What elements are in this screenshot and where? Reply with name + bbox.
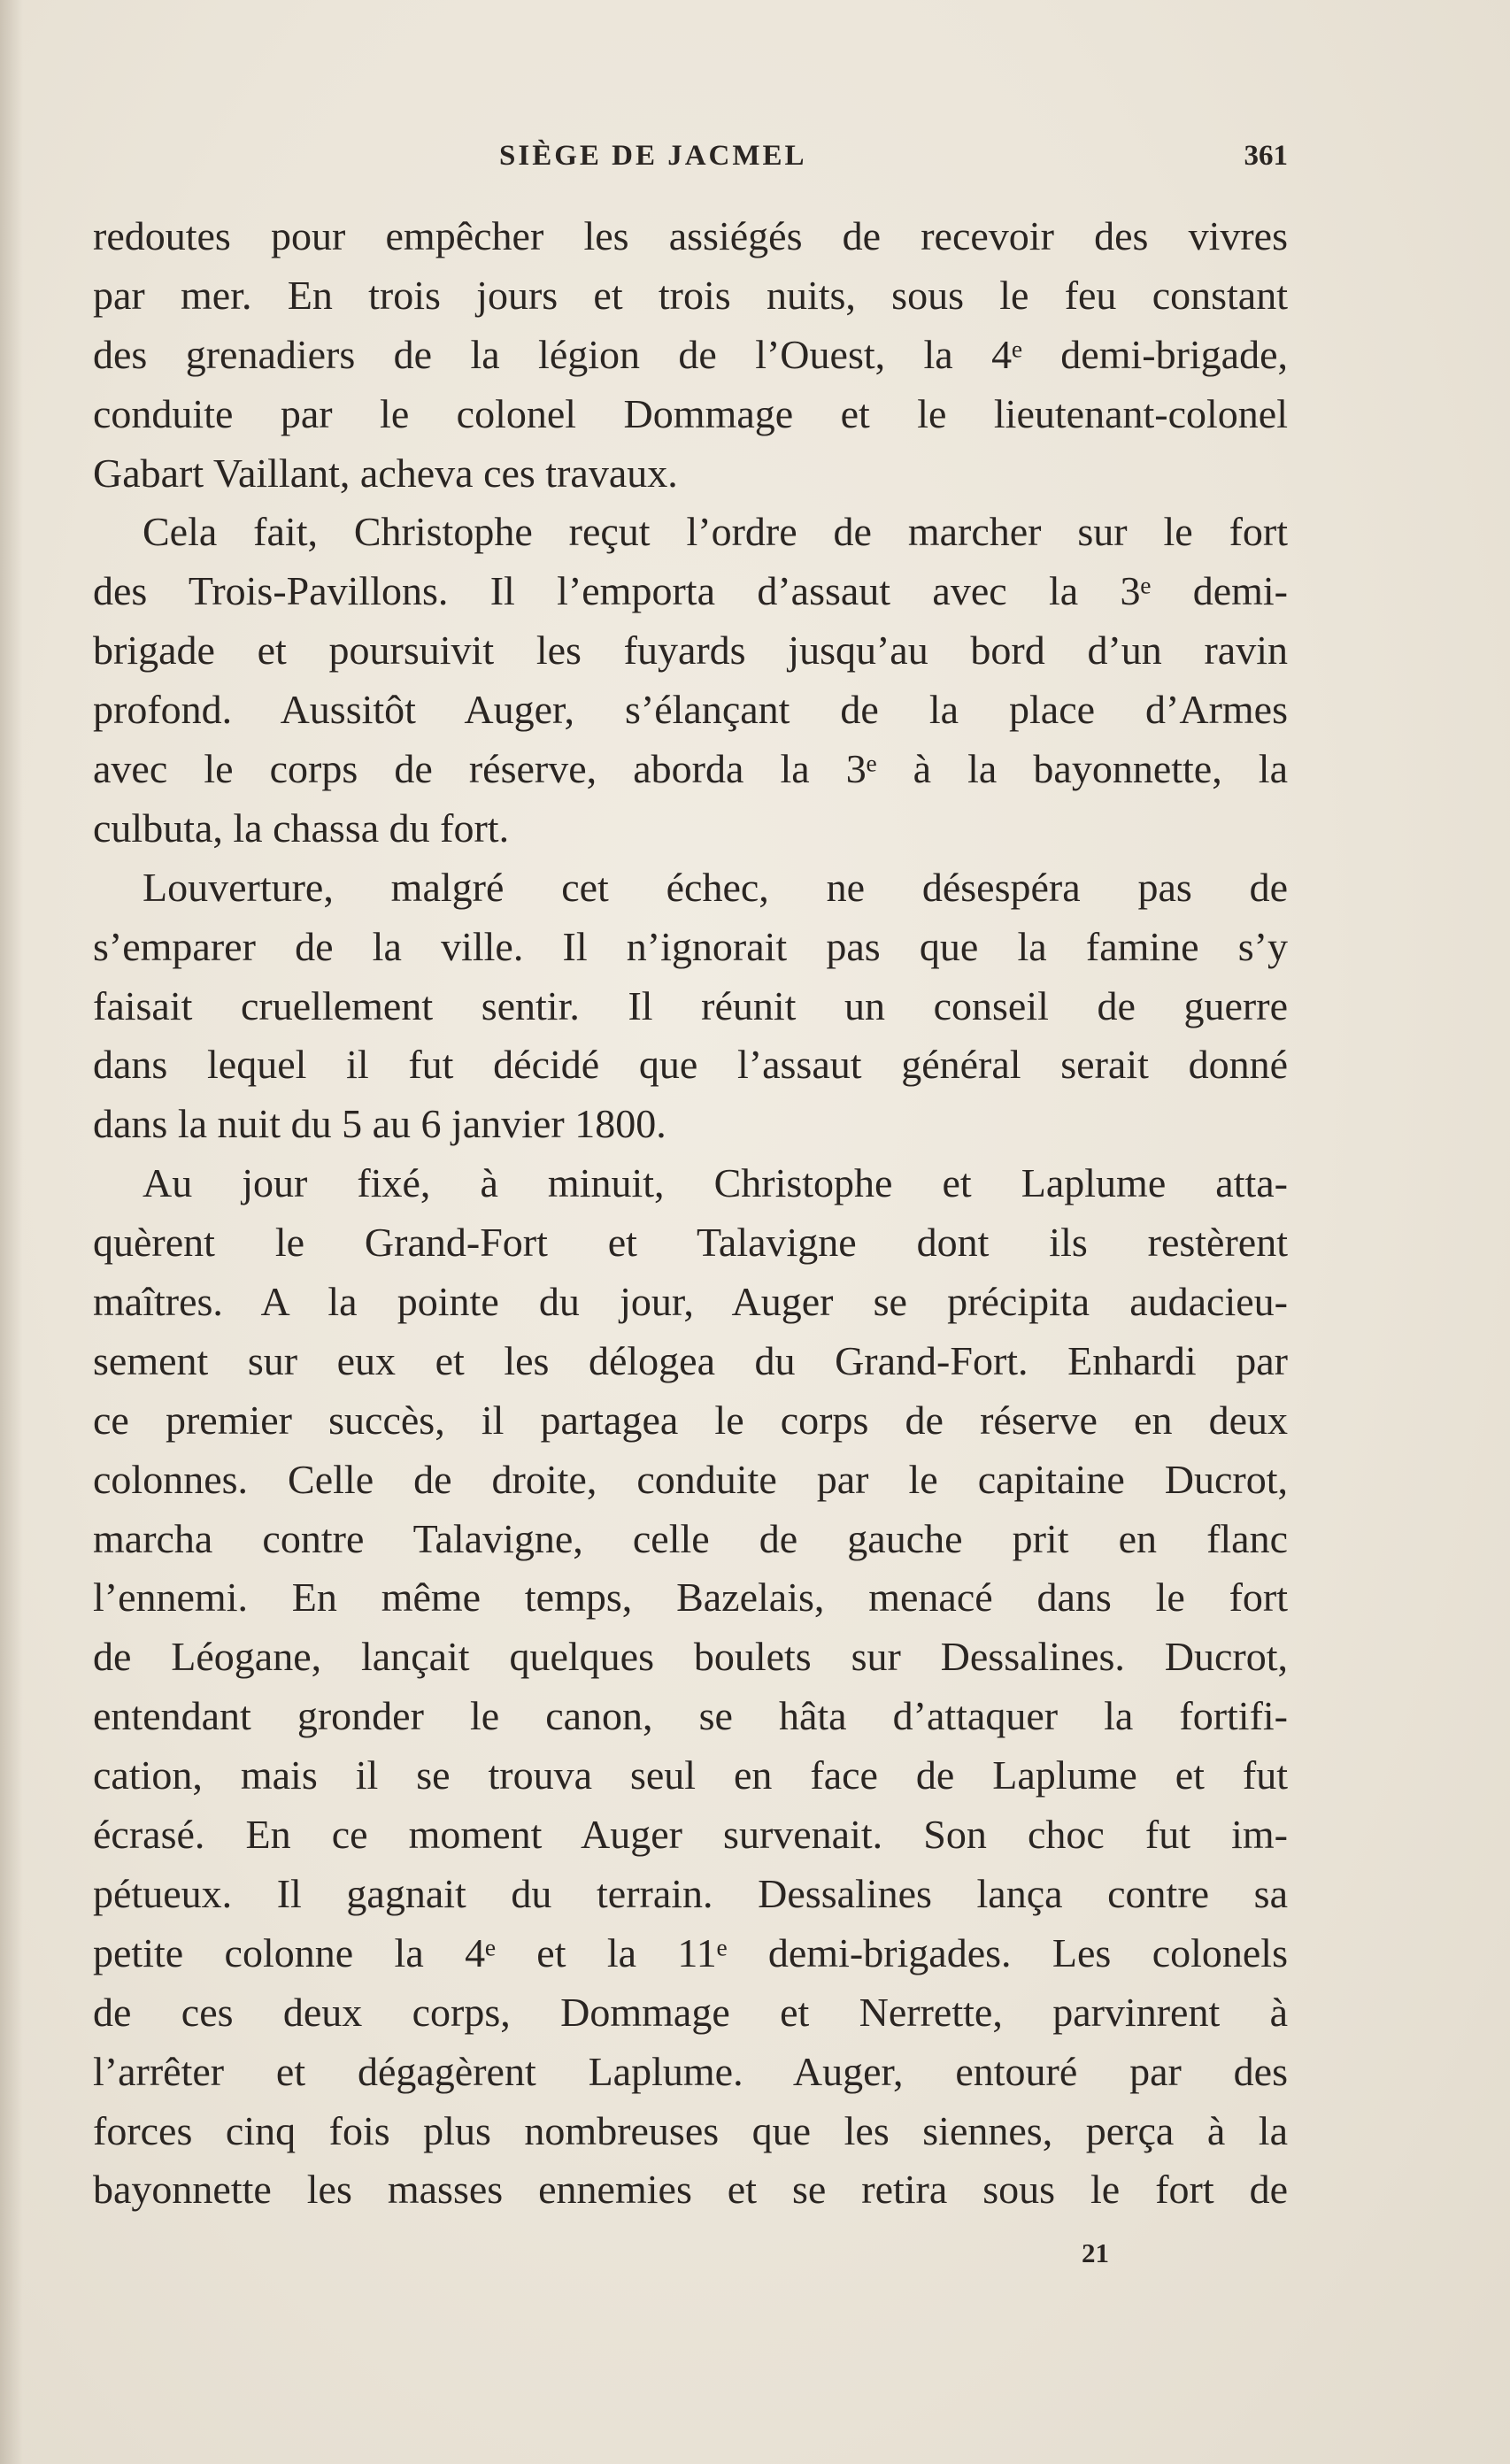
running-header bbox=[93, 133, 1288, 186]
text-line: des Trois-Pavillons. Il l’emporta d’assaut avec la 3ᵉ demi- bbox=[93, 568, 1288, 614]
text-line: conduite par le colonel Dommage et le lieutenant-colonel bbox=[93, 390, 1288, 436]
text-line: quèrent le Grand-Fort et Talavigne dont ils restèrent bbox=[93, 1220, 1288, 1266]
text-line: dans lequel il fut décidé que l’assaut général serait donné bbox=[93, 1042, 1288, 1088]
text-line: brigade et poursuivit les fuyards jusqu’au bord d’un ravin bbox=[93, 628, 1288, 674]
text-line: culbuta, la chassa du fort. bbox=[93, 805, 510, 851]
text-line: maîtres. A la pointe du jour, Auger se précipita audacieu- bbox=[93, 1279, 1288, 1325]
text-line: Au jour fixé, à minuit, Christophe et Laplume atta- bbox=[143, 1160, 1288, 1206]
running-title: SIÈGE DE JACMEL bbox=[499, 140, 807, 172]
text-line: faisait cruellement sentir. Il réunit un conseil de guerre bbox=[93, 982, 1288, 1028]
text-line: ce premier succès, il partagea le corps de réserve en deux bbox=[93, 1397, 1288, 1443]
text-line: marcha contre Talavigne, celle de gauche prit en flanc bbox=[93, 1515, 1288, 1561]
text-line: bayonnette les masses ennemies et se retira sous le fort de bbox=[93, 2167, 1288, 2213]
text-line: par mer. En trois jours et trois nuits, sous le feu constant bbox=[93, 272, 1288, 318]
text-line: Louverture, malgré cet échec, ne désespéra pas de bbox=[143, 864, 1288, 910]
page-number: 361 bbox=[1244, 140, 1288, 172]
text-line: dans la nuit du 5 au 6 janvier 1800. bbox=[93, 1101, 666, 1147]
text-line: profond. Aussitôt Auger, s’élançant de la place d’Armes bbox=[93, 687, 1288, 733]
text-line: s’emparer de la ville. Il n’ignorait pas que la famine s’y bbox=[93, 923, 1288, 969]
text-line: Cela fait, Christophe reçut l’ordre de marcher sur le fort bbox=[143, 509, 1288, 555]
text-line: l’arrêter et dégagèrent Laplume. Auger, entouré par des bbox=[93, 2048, 1288, 2094]
text-line: petite colonne la 4ᵉ et la 11ᵉ demi-brigades. Les colonels bbox=[93, 1929, 1288, 1975]
text-line: pétueux. Il gagnait du terrain. Dessalines lança contre sa bbox=[93, 1870, 1288, 1916]
text-line: des grenadiers de la légion de l’Ouest, la 4ᵉ demi-brigade, bbox=[93, 331, 1288, 377]
text-line: entendant gronder le canon, se hâta d’attaquer la fortifi- bbox=[93, 1693, 1288, 1739]
text-line: Gabart Vaillant, acheva ces travaux. bbox=[93, 450, 678, 496]
text-line: de ces deux corps, Dommage et Nerrette, parvinrent à bbox=[93, 1989, 1288, 2035]
text-line: avec le corps de réserve, aborda la 3ᵉ à la bayonnette, la bbox=[93, 746, 1288, 792]
text-line: de Léogane, lançait quelques boulets sur Dessalines. Ducrot, bbox=[93, 1634, 1288, 1680]
text-line: redoutes pour empêcher les assiégés de recevoir des vivres bbox=[93, 213, 1288, 258]
page-edge-shadow bbox=[0, 0, 23, 2464]
text-line: l’ennemi. En même temps, Bazelais, menacé dans le fort bbox=[93, 1575, 1288, 1621]
body-text bbox=[93, 207, 1288, 2220]
text-line: écrasé. En ce moment Auger survenait. Son choc fut im- bbox=[93, 1812, 1288, 1858]
signature-mark: 21 bbox=[1082, 2237, 1109, 2268]
text-line: colonnes. Celle de droite, conduite par le capitaine Ducrot, bbox=[93, 1456, 1288, 1502]
text-line: sement sur eux et les délogea du Grand-Fort. Enhardi par bbox=[93, 1337, 1288, 1383]
text-line: forces cinq fois plus nombreuses que les siennes, perça à la bbox=[93, 2107, 1288, 2153]
text-line: cation, mais il se trouva seul en face de Laplume et fut bbox=[93, 1752, 1288, 1798]
